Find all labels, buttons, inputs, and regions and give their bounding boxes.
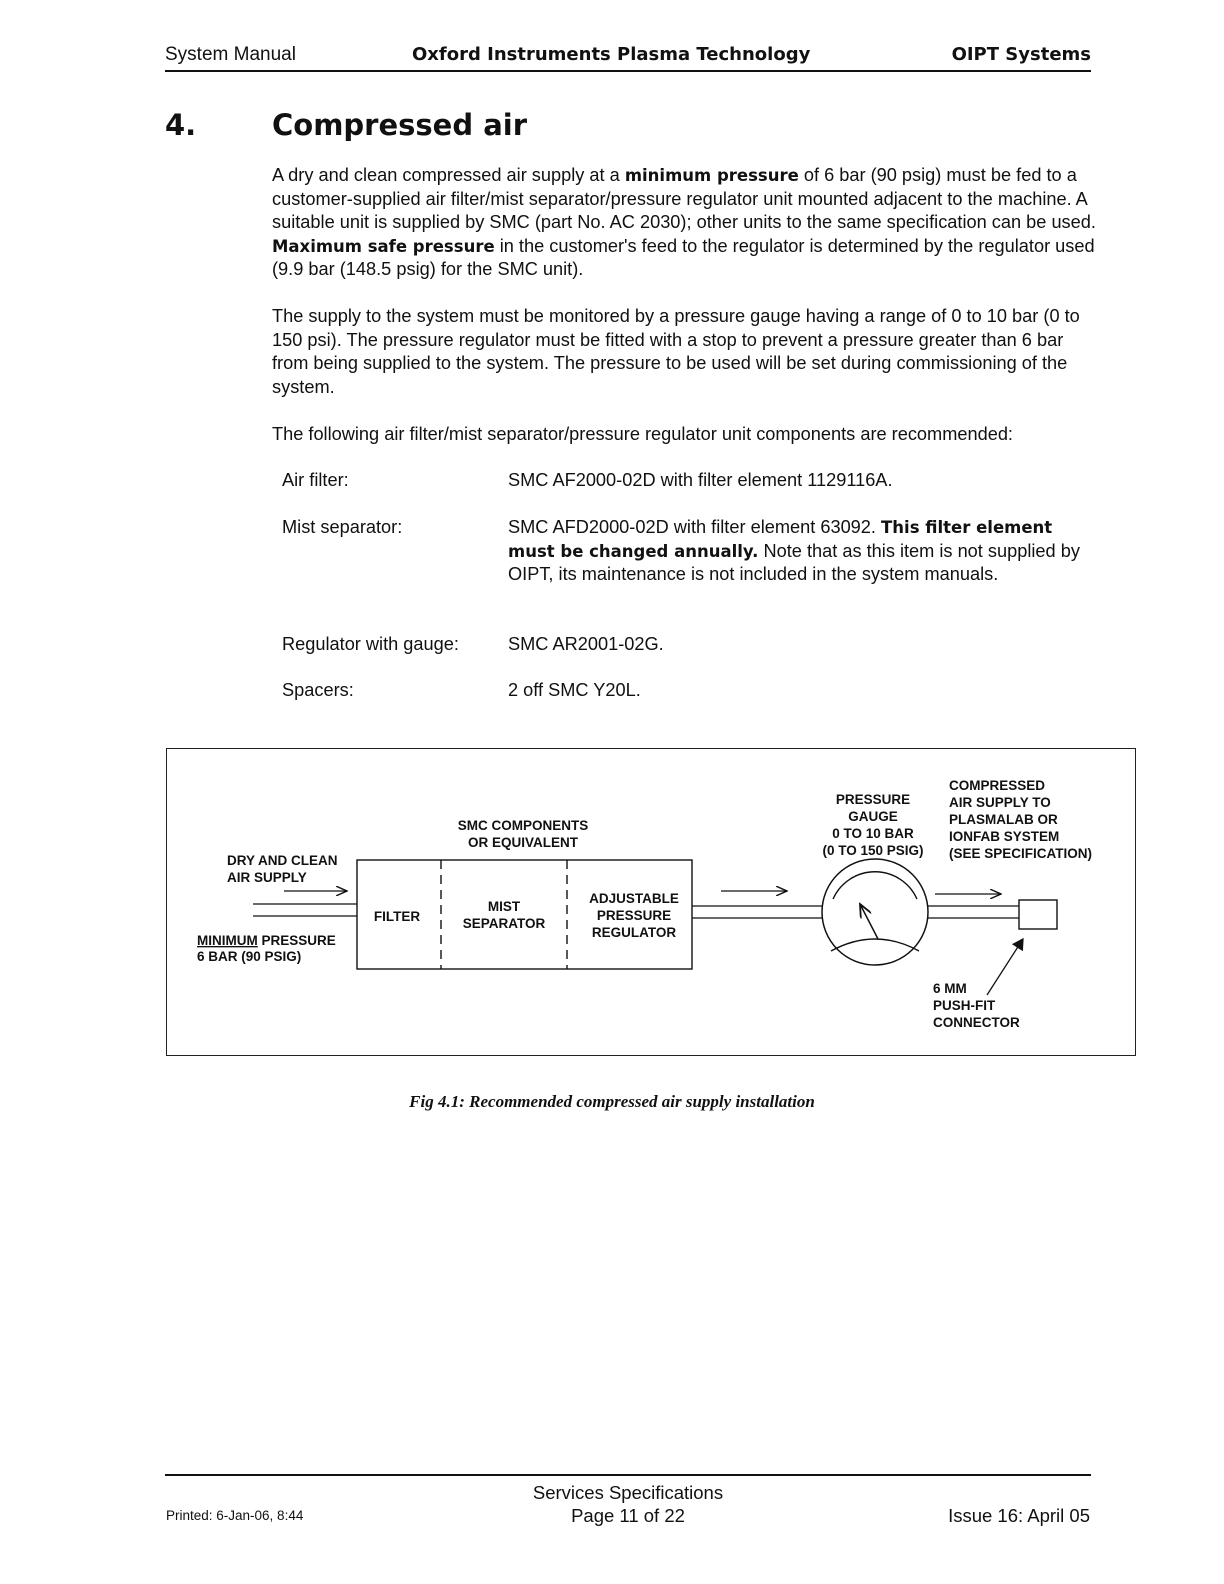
svg-text:AIR SUPPLY TO: AIR SUPPLY TO (949, 795, 1051, 810)
paragraph-3: The following air filter/mist separator/pressure regulator unit components are recommended: (272, 424, 1013, 444)
section-number: 4. (165, 108, 197, 142)
component-value: SMC AF2000-02D with filter element 1129116A. (508, 470, 893, 490)
page-header (165, 44, 1091, 72)
svg-text:REGULATOR: REGULATOR (591, 925, 677, 940)
component-label: Air filter: (282, 470, 349, 490)
inlet-label: AIR SUPPLY (227, 870, 307, 885)
header-right: OIPT Systems (951, 44, 1091, 65)
component-label: Regulator with gauge: (282, 634, 459, 654)
mist-separator-label: MIST (487, 899, 521, 914)
svg-text:PLASMALAB OR: PLASMALAB OR (949, 812, 1058, 827)
component-value: SMC AFD2000-02D with filter element 63092. This filter element must be changed annually. Note that as this item is not supplied by OIPT, its maintenance is not included in the system manuals. (508, 517, 1080, 585)
svg-text:PRESSURE: PRESSURE (596, 908, 672, 923)
svg-text:PUSH-FIT: PUSH-FIT (933, 998, 996, 1013)
footer-rule (165, 1474, 1091, 1476)
paragraph-2: The supply to the system must be monitored by a pressure gauge having a range of 0 to 10 bar (0 to 150 psi). The pressure regulator must be fitted with a stop to prevent a pressure greater than 6 bar from being supplied to the system. The pressure to be used will be set during commissioning of the system. (272, 306, 1080, 397)
footer-title: Services Specifications (532, 1482, 724, 1503)
connector-label: 6 MM (933, 981, 967, 996)
component-value: 2 off SMC Y20L. (508, 680, 641, 700)
svg-text:(0 TO 150 PSIG): (0 TO 150 PSIG) (822, 843, 924, 858)
footer-printed-date: Printed: 6-Jan-06, 8:44 (166, 1508, 304, 1523)
header-left: System Manual (165, 44, 296, 65)
footer-page-number: Page 11 of 22 (571, 1505, 685, 1526)
section-title: Compressed air (272, 108, 528, 142)
push-fit-connector (1019, 900, 1057, 929)
filter-label: FILTER (373, 909, 421, 924)
header-center: Oxford Instruments Plasma Technology (412, 44, 811, 65)
min-pressure-value: 6 BAR (90 PSIG) (197, 949, 302, 964)
smc-label: OR EQUIVALENT (467, 835, 579, 850)
component-label: Spacers: (282, 680, 354, 700)
figure-air-supply-diagram (166, 748, 1136, 1056)
svg-text:(SEE SPECIFICATION): (SEE SPECIFICATION) (949, 846, 1093, 861)
svg-text:CONNECTOR: CONNECTOR (933, 1015, 1020, 1030)
footer-issue: Issue 16: April 05 (948, 1505, 1090, 1526)
inlet-label: DRY AND CLEAN (227, 853, 338, 868)
figure-caption: Fig 4.1: Recommended compressed air supply installation (409, 1092, 815, 1111)
svg-text:GAUGE: GAUGE (848, 809, 898, 824)
pressure-gauge-icon (822, 859, 928, 965)
output-label: COMPRESSED (949, 778, 1046, 793)
component-value: SMC AR2001-02G. (508, 634, 664, 654)
svg-text:IONFAB SYSTEM: IONFAB SYSTEM (949, 829, 1060, 844)
pointer-arrow-icon (987, 939, 1023, 995)
svg-text:0 TO 10 BAR: 0 TO 10 BAR (832, 826, 914, 841)
regulator-label: ADJUSTABLE (589, 891, 679, 906)
min-pressure-label: MINIMUM PRESSURE (197, 933, 336, 948)
paragraph-1: A dry and clean compressed air supply at a minimum pressure of 6 bar (90 psig) must be fed to a customer-supplied air filter/mist separator/pressure regulator unit mounted adjacent to the machine. A suitable unit is supplied by SMC (part No. AC 2030); other units to the same specification can be used. Maximum safe pressure in the customer's feed to the regulator is determined by the regulator used (9.9 bar (148.5 psig) for the SMC unit). (272, 165, 1096, 280)
diagram-svg (167, 749, 1135, 1055)
gauge-label: PRESSURE (835, 792, 911, 807)
smc-label: SMC COMPONENTS (457, 818, 589, 833)
svg-text:SEPARATOR: SEPARATOR (462, 916, 546, 931)
component-label: Mist separator: (282, 517, 403, 537)
